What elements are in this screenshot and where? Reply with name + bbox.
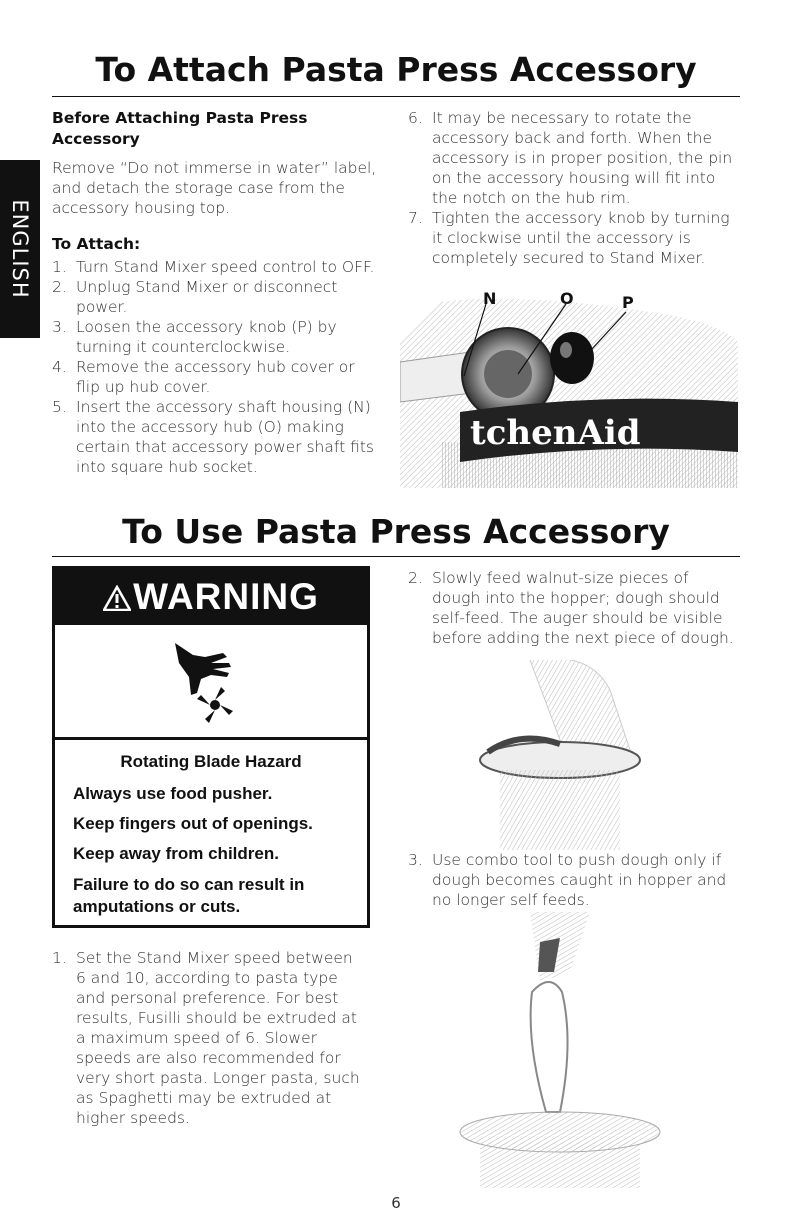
list-item: 2. Unplug Stand Mixer or disconnect power. — [52, 278, 338, 316]
warning-line: Failure to do so can result in amputations or cuts. — [73, 875, 305, 916]
warning-hazard: Rotating Blade Hazard — [120, 752, 302, 771]
use-step-3 — [408, 850, 740, 910]
warning-line: Always use food pusher. — [73, 784, 273, 803]
warning-line: Keep fingers out of openings. — [73, 814, 313, 833]
list-item: 1. Turn Stand Mixer speed control to OFF. — [52, 258, 375, 276]
hand-blade-hazard-icon — [171, 637, 251, 727]
accessory-knob-p — [550, 332, 594, 384]
label-n: N — [483, 289, 497, 308]
figure-logo: tchenAid — [470, 413, 641, 453]
title-rule — [52, 96, 740, 97]
attach-heading: To Attach: — [52, 235, 141, 253]
press-body — [480, 1142, 640, 1188]
label-o: O — [560, 289, 574, 308]
press-body — [500, 770, 620, 850]
language-tab — [0, 160, 40, 338]
use-step-2 — [408, 568, 740, 648]
list-item: 2. Slowly feed walnut-size pieces of dough into the hopper; dough should self-feed. The auger should be visible before adding the next piece of dough. — [408, 569, 734, 647]
before-text: Remove “Do not immerse in water” label, and detach the storage case from the accessory housing top. — [52, 159, 377, 217]
knob-highlight — [560, 342, 572, 358]
language-tab-label: ENGLISH — [8, 199, 32, 299]
list-item: 6. It may be necessary to rotate the accessory back and forth. When the accessory is in proper position, the pin on the accessory housing will fit into the notch on the hub rim. — [408, 109, 733, 207]
warning-header-text: WARNING — [133, 576, 319, 617]
left-column — [52, 108, 382, 477]
warning-line: Keep away from children. — [73, 844, 279, 863]
combo-tool — [531, 982, 568, 1112]
list-item: 4. Remove the accessory hub cover or flip up hub cover. — [52, 358, 355, 396]
section-title-use: To Use Pasta Press Accessory — [122, 512, 670, 551]
right-column — [408, 108, 740, 268]
list-item: 7. Tighten the accessory knob by turning it clockwise until the accessory is completely secured to Stand Mixer. — [408, 209, 730, 267]
warning-pictogram-area — [55, 625, 367, 740]
attach-steps-right — [408, 108, 740, 268]
warning-triangle-icon — [103, 585, 131, 611]
list-item: 3. Use combo tool to push dough only if dough becomes caught in hopper and no longer self feeds. — [408, 851, 727, 909]
feed-dough-figure — [460, 660, 660, 850]
combo-tool-illustration — [450, 912, 680, 1188]
title-rule — [52, 556, 740, 557]
hub-socket — [484, 350, 532, 398]
mixer-hub-illustration — [400, 282, 738, 488]
list-item: 3. Loosen the accessory knob (P) by turning it counterclockwise. — [52, 318, 337, 356]
combo-tool-figure — [450, 912, 680, 1188]
hand-feeding-hopper-illustration — [460, 660, 660, 850]
label-p: P — [622, 293, 634, 312]
use-step-1 — [52, 948, 362, 1128]
attach-figure — [400, 282, 738, 488]
before-heading: Before Attaching Pasta Press Accessory — [52, 109, 308, 148]
attach-steps-left — [52, 257, 382, 477]
list-item: 1. Set the Stand Mixer speed between 6 and 10, according to pasta type and personal preference. For best results, Fusilli should be extruded at a maximum speed of 6. Slower speeds are also recommended for very short pasta. Longer pasta, such as Spaghetti may be extruded at higher speeds. — [52, 949, 360, 1127]
section-title-attach: To Attach Pasta Press Accessory — [95, 50, 697, 89]
list-item: 5. Insert the accessory shaft housing (N) into the accessory hub (O) making certain that accessory power shaft fits into square hub socket. — [52, 398, 374, 476]
warning-header — [55, 569, 367, 625]
page-number: 6 — [391, 1194, 401, 1212]
